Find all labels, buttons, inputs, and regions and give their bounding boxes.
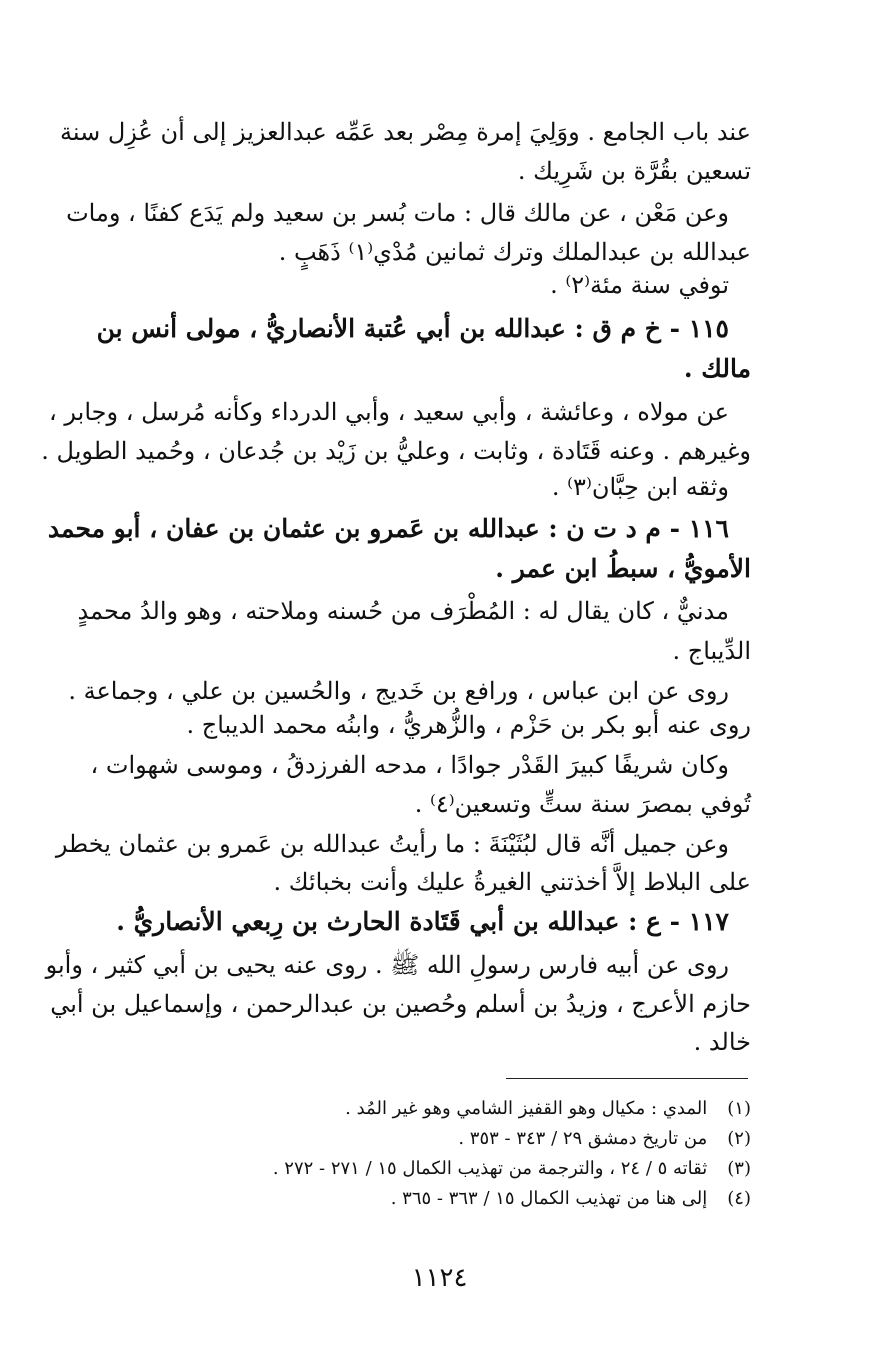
footnote-text: إلى هنا من تهذيب الكمال ١٥ / ٣٦٣ - ٣٦٥ .: [390, 1188, 708, 1209]
entry-heading-116-cont: الأمويُّ ، سبطُ ابن عمر .: [495, 554, 751, 583]
entry-heading-116: ١١٦ - م د ت ن : عبدالله بن عَمرو بن عثمان بن عفان ، أبو محمد: [47, 514, 729, 543]
text-line: تسعين بقُرَّة بن شَرِيك .: [517, 157, 751, 185]
footnote-number: (١): [727, 1098, 751, 1119]
footnote-number: (٣): [727, 1158, 751, 1179]
text-line: عبدالله بن عبدالملك وترك ثمانين مُدْي⁽١⁾ ذَهَبٍ .: [278, 238, 751, 266]
text-line: على البلاط إلاَّ أخذتني الغيرةُ عليك وأنت بخبائك .: [273, 868, 751, 896]
footnote-divider: [506, 1078, 748, 1079]
text-line: تُوفي بمصرَ سنة ستٍّ وتسعين⁽٤⁾ .: [414, 790, 751, 818]
text-line: وكان شريفًا كبيرَ القَدْر جوادًا ، مدحه الفرزدقُ ، وموسى شهوات ،: [90, 751, 729, 779]
footnote: [180, 1094, 751, 1124]
footnote: [180, 1184, 751, 1214]
footnote-number: (٤): [727, 1188, 751, 1209]
text-line: حازم الأعرج ، وزيدُ بن أسلم وحُصين بن عبدالرحمن ، وإسماعيل بن أبي: [50, 990, 751, 1018]
entry-heading-117: ١١٧ - ع : عبدالله بن أبي قَتَادة الحارث بن رِبعي الأنصاريُّ .: [116, 907, 729, 936]
text-line: مدنيٌّ ، كان يقال له : المُطْرَف من حُسنه وملاحته ، وهو والدُ محمدٍ: [77, 597, 729, 625]
footnote: [180, 1154, 751, 1184]
text-line: توفي سنة مئة⁽٢⁾ .: [550, 271, 729, 299]
page-number: ١١٢٤: [411, 1263, 468, 1293]
entry-heading-115: ١١٥ - خ م ق : عبدالله بن أبي عُتبة الأنصاريُّ ، مولى أنس بن: [96, 314, 729, 343]
footnote-number: (٢): [727, 1128, 751, 1149]
text-line: روى عن ابن عباس ، ورافع بن خَديج ، والحُسين بن علي ، وجماعة .: [68, 677, 729, 705]
text-line: الدِّيباج .: [672, 637, 751, 665]
text-line: وغيرهم . وعنه قَتَادة ، وثابت ، وعليُّ بن زَيْد بن جُدعان ، وحُميد الطويل .: [41, 437, 751, 465]
text-line: روى عنه أبو بكر بن حَزْم ، والزُّهريُّ ، وابنُه محمد الديباج .: [186, 711, 751, 739]
text-line: وعن مَعْن ، عن مالك قال : مات بُسر بن سعيد ولم يَدَع كفنًا ، ومات: [66, 199, 729, 227]
text-line: خالد .: [693, 1028, 751, 1056]
footnote-text: من تاريخ دمشق ٢٩ / ٣٤٣ - ٣٥٣ .: [458, 1128, 708, 1149]
footnote-text: المدي : مكيال وهو القفيز الشامي وهو غير المُد .: [345, 1098, 708, 1119]
text-line: وعن جميل أنَّه قال لبُثَيْنَةَ : ما رأيتُ عبدالله بن عَمرو بن عثمان يخطر: [55, 830, 729, 858]
footnote-text: ثقاته ٥ / ٢٤ ، والترجمة من تهذيب الكمال ١٥ / ٢٧١ - ٢٧٢ .: [272, 1158, 708, 1179]
text-line: عن مولاه ، وعائشة ، وأبي سعيد ، وأبي الدرداء وكأنه مُرسل ، وجابر ،: [49, 398, 729, 426]
text-line: وثقه ابن حِبَّان⁽٣⁾ .: [551, 473, 729, 501]
entry-heading-115-cont: مالك .: [683, 354, 751, 383]
text-line: عند باب الجامع . ووَلِيَ إمرة مِصْر بعد عَمِّه عبدالعزيز إلى أن عُزِل سنة: [59, 118, 751, 146]
text-line: روى عن أبيه فارس رسولِ الله ﷺ . روى عنه يحيى بن أبي كثير ، وأبو: [45, 951, 729, 979]
footnote: [180, 1124, 751, 1154]
